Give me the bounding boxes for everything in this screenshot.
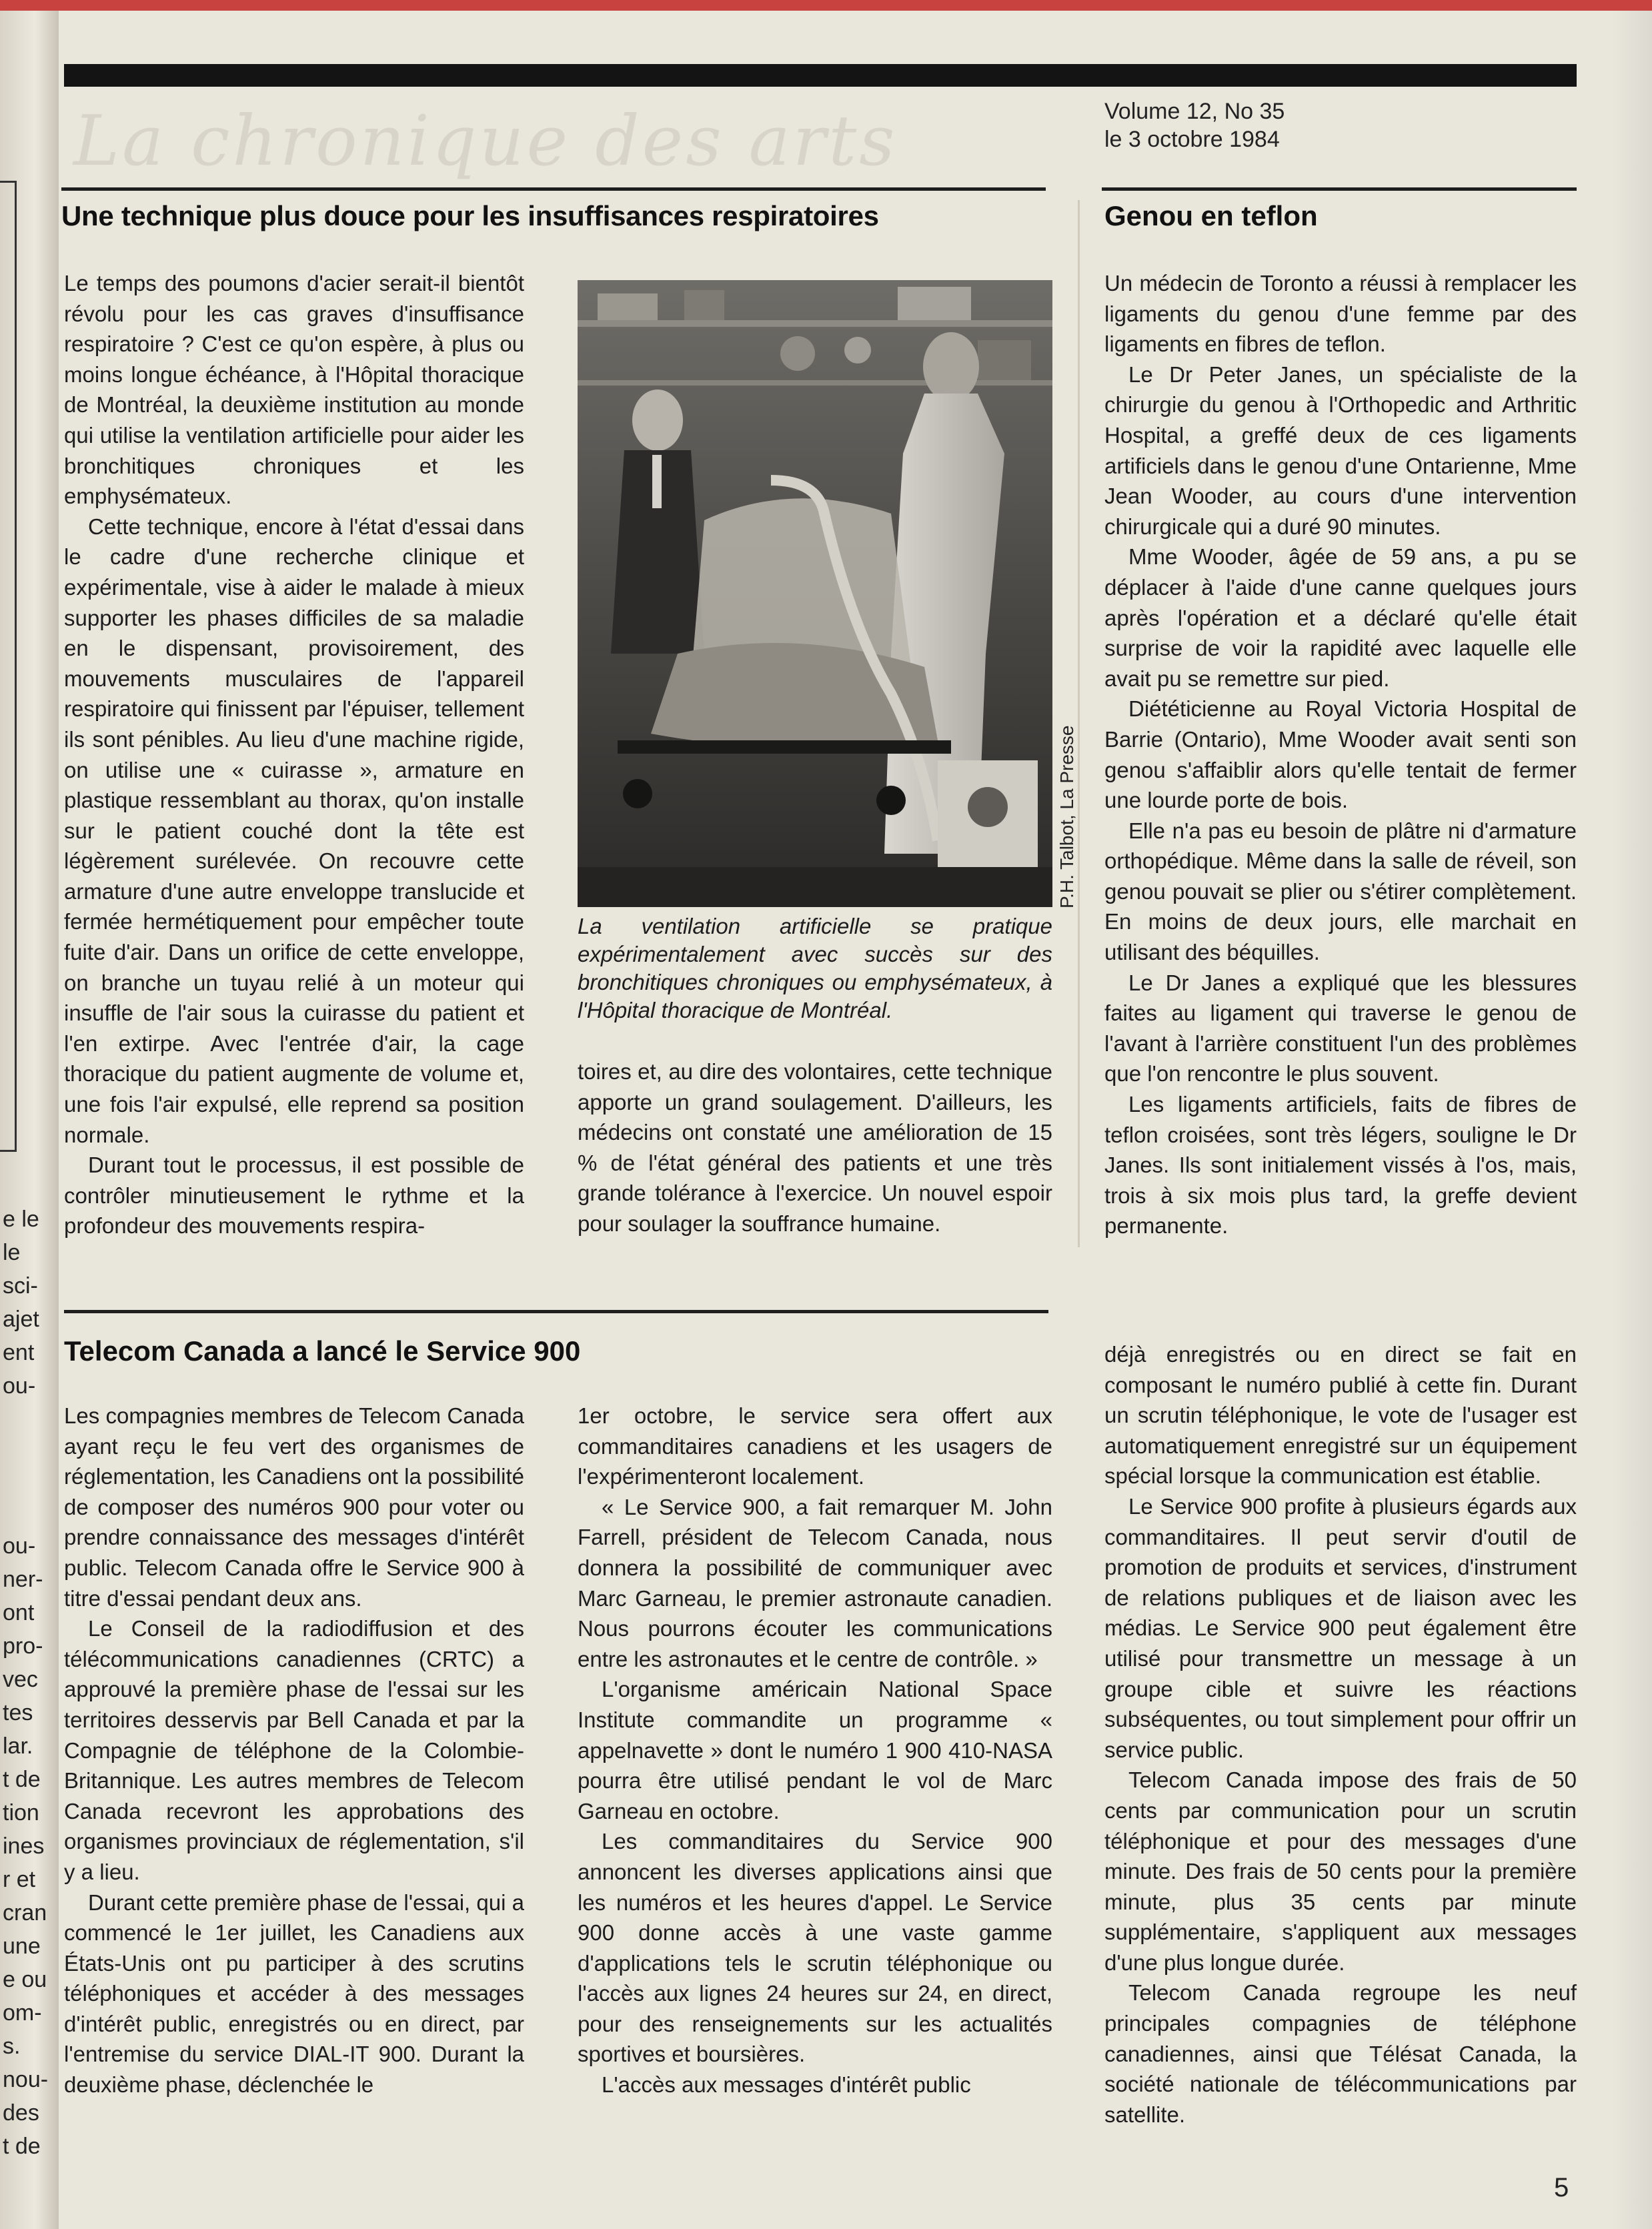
paragraph: Le Dr Janes a expliqué que les blessures faites au ligament qui traverse le genou de l'avant à l'arrière constituent l'un des problèmes que l'on rencontre le plus souvent. [1104, 970, 1577, 1086]
issue-info [1104, 97, 1285, 153]
paragraph: Les commanditaires du Service 900 annoncent les diverses applications ainsi que les numéros et les heures d'appel. Le Service 900 donne accès à une vaste gamme d'applications tels le scrutin téléphonique ou l'accès aux lignes 24 heures sur 24, en direct, pour des renseignements sur les actualités sportives et boursières. [578, 1829, 1052, 2067]
facing-page-fragment: cran [3, 1900, 47, 1926]
paragraph: 1er octobre, le service sera offert aux commanditaires canadiens et les usagers de l'expérimenteront localement. [578, 1403, 1052, 1489]
article2-rule [1102, 187, 1577, 191]
paragraph: L'organisme américain National Space Institute commandite un programme « appelnavette » dont le numéro 1 900 410-NASA pourra être utilisé pendant le vol de Marc Garneau en octobre. [578, 1677, 1052, 1823]
facing-page-fragment: ent [3, 1340, 35, 1365]
article3-column-2 [578, 1401, 1052, 2100]
facing-page-fragment: tes [3, 1700, 33, 1725]
photo-caption: La ventilation artificielle se pratique expérimentalement avec succès sur des bronchitiques chroniques ou emphysémateux, à l'Hôpital thoracique de Montréal. [578, 914, 1052, 1022]
article3-title: Telecom Canada a lancé le Service 900 [64, 1335, 581, 1367]
article2-body [1104, 268, 1577, 1241]
volume-number: Volume 12, No 35 [1104, 99, 1285, 124]
article3-rule [64, 1310, 1048, 1313]
paragraph: « Le Service 900, a fait remarquer M. John Farrell, président de Telecom Canada, nous donnera la possibilité de communiquer avec Marc Garneau, le premier astronaute canadien. Nous pourrons écouter les communications entre les astronautes et le centre de contrôle. » [578, 1494, 1052, 1671]
article1-column-2 [578, 1056, 1052, 1239]
article1-rule [61, 187, 1046, 191]
paragraph: Le Dr Peter Janes, un spécialiste de la chirurgie du genou à l'Orthopedic and Arthritic Hospital, a greffé deux de ces ligaments artificiels dans le genou d'une Ontarienne, Mme Jean Wooder, au cours d'une intervention chirurgicale qui a duré 90 minutes. [1104, 361, 1577, 539]
paragraph: Cette technique, encore à l'état d'essai dans le cadre d'une recherche clinique et expérimentale, vise à aider le malade à mieux supporter les phases difficiles de sa maladie en le dispensant, provisoirement, des mouvements musculaires de l'appareil respiratoire qui finissent par l'épuiser, tellement ils sont pénibles. Au lieu d'une machine rigide, on utilise une « cuirasse », armature en plastique ressemblant au thorax, qu'on installe sur le patient couché dont la tête est légèrement surélevée. On recouvre cette armature d'une autre enveloppe translucide et fermée hermétiquement pour empêcher toute fuite d'air. Dans un orifice de cette enveloppe, on branche un tuyau relié à un moteur qui insuffle de l'air sous la cuirasse du patient et l'en extirpe. Avec l'entrée d'air, la cage thoracique du patient augmente de volume et, une fois l'air expulsé, elle reprend sa position normale. [64, 514, 524, 1147]
article1-column-1 [64, 268, 524, 1241]
article3-column-3 [1104, 1339, 1577, 2130]
facing-page-fragment: une [3, 1934, 41, 1959]
facing-page-fragment: s. [3, 2034, 21, 2059]
facing-page-fragment: pro- [3, 1633, 43, 1659]
photo-illustration [578, 280, 1052, 907]
paragraph: Le temps des poumons d'acier serait-il bientôt révolu pour les cas graves d'insuffisance respiratoire ? C'est ce qu'on espère, à plus ou moins longue échéance, à l'Hôpital thoracique de Montréal, la deuxième institution au monde qui utilise la ventilation artificielle pour aider les bronchitiques chroniques et les emphysémateux. [64, 271, 524, 509]
facing-page-fragment: ont [3, 1600, 35, 1625]
paragraph: Le Service 900 profite à plusieurs égards aux commanditaires. Il peut servir d'outil de promotion de produits et services, d'instrument de relations publiques et de liaison avec les médias. Le Service 900 peut également être utilisé pour transmettre un message à un groupe cible et suivre les réactions subséquentes, ou tout simplement pour offrir un service public. [1104, 1493, 1577, 1762]
paragraph: Un médecin de Toronto a réussi à remplacer les ligaments du genou d'une femme par des ligaments en fibres de teflon. [1104, 271, 1577, 357]
facing-page-fragment: ajet [3, 1307, 39, 1332]
hospital-photo [578, 280, 1052, 907]
facing-page-fragment: t de [3, 1767, 41, 1792]
paragraph: Le Conseil de la radiodiffusion et des télécommunications canadiennes (CRTC) a approuvé la première phase de l'essai sur les territoires desservis par Bell Canada et par la Compagnie de téléphone de la Colombie-Britannique. Les autres membres de Telecom Canada recevront les approbations des organismes provinciaux de réglementation, s'il y a lieu. [64, 1616, 524, 1884]
page-number: 5 [1554, 2173, 1569, 2202]
masthead-bar [64, 64, 1577, 87]
paragraph: L'accès aux messages d'intérêt public [602, 2072, 971, 2098]
facing-page-strip [0, 11, 59, 2229]
paragraph: Les ligaments artificiels, faits de fibres de teflon croisées, sont très légers, souligne le Dr Janes. Ils sont initialement vissés à l'os, mais, trois à six mois plus tard, la greffe devient permanente. [1104, 1092, 1577, 1239]
paragraph: Telecom Canada impose des frais de 50 cents par communication pour un scrutin téléphonique et pour des messages d'une minute. Des frais de 50 cents pour la première minute, plus 35 cents par minute supplémentaire, s'appliquent aux messages d'une plus longue durée. [1104, 1767, 1577, 1975]
facing-page-fragment: e ou [3, 1967, 47, 1992]
facing-page-fragment: tion [3, 1800, 39, 1825]
facing-page-fragment: nou- [3, 2067, 49, 2092]
paragraph: Durant cette première phase de l'essai, qui a commencé le 1er juillet, les Canadiens aux États-Unis ont pu participer à des scrutins téléphoniques et accéder à des messages d'intérêt public, enregistrés ou en direct, par l'entremise du service DIAL-IT 900. Durant la deuxième phase, déclenchée le [64, 1890, 524, 2098]
paragraph: Mme Wooder, âgée de 59 ans, a pu se déplacer à l'aide d'une canne quelques jours après l'opération et a déclaré qu'elle était surprise de voir la rapidité avec laquelle elle avait pu se remettre sur pied. [1104, 544, 1577, 691]
paragraph: Telecom Canada regroupe les neuf principales compagnies de téléphone canadiennes, ainsi que Télésat Canada, la société nationale de télécommunications par satellite. [1104, 1980, 1577, 2127]
paragraph: Durant tout le processus, il est possible de contrôler minutieusement le rythme et la profondeur des mouvements respira- [64, 1153, 524, 1239]
article1-title: Une technique plus douce pour les insuffisances respiratoires [61, 200, 879, 231]
article3-column-1 [64, 1401, 524, 2100]
facing-page-fragment: ou- [3, 1373, 36, 1399]
facing-page-fragment: ines [3, 1833, 45, 1859]
paragraph: déjà enregistrés ou en direct se fait en composant le numéro publié à cette fin. Durant un scrutin téléphonique, le vote de l'usager est automatiquement enregistré sur un équipement spécial lorsque la communication est établie. [1104, 1342, 1577, 1489]
facing-page-fragment: ner- [3, 1567, 43, 1592]
photo-credit: P.H. Talbot, La Presse [1056, 725, 1077, 908]
facing-page-fragment: e le [3, 1207, 39, 1232]
facing-page-fragment: t de [3, 2134, 41, 2159]
paragraph: Diététicienne au Royal Victoria Hospital de Barrie (Ontario), Mme Wooder avait senti son genou s'affaiblir alors qu'elle tentait de fermer une lourde porte de bois. [1104, 696, 1577, 813]
issue-date: le 3 octobre 1984 [1104, 127, 1280, 152]
facing-page-fragment: r et [3, 1867, 36, 1892]
paragraph: Les compagnies membres de Telecom Canada ayant reçu le feu vert des organismes de réglementation, les Canadiens ont la possibilité de composer des numéros 900 pour voter ou prendre connaissance des messages d'intérêt public. Telecom Canada offre le Service 900 à titre d'essai pendant deux ans. [64, 1403, 524, 1611]
article2-title: Genou en teflon [1104, 200, 1318, 231]
facing-page-fragment: ou- [3, 1533, 36, 1559]
column-divider [1078, 200, 1080, 1247]
page-top-edge [0, 0, 1652, 11]
page-shadow [1612, 11, 1652, 2229]
paragraph: Elle n'a pas eu besoin de plâtre ni d'armature orthopédique. Même dans la salle de réveil, son genou pouvait se plier ou s'étirer complètement. En moins de deux jours, elle marchait en utilisant des béquilles. [1104, 818, 1577, 965]
facing-page-fragment: le [3, 1240, 21, 1265]
facing-page-box [0, 181, 17, 1152]
facing-page-fragment: vec [3, 1667, 38, 1692]
facing-page-fragment: sci- [3, 1273, 38, 1299]
paragraph: toires et, au dire des volontaires, cette technique apporte un grand soulagement. D'ailleurs, les médecins ont constaté une amélioration de 15 % de l'état général des patients et une très grande tolérance à l'exercice. Un nouvel espoir pour soulager la souffrance humaine. [578, 1059, 1052, 1236]
facing-page-fragment: om- [3, 2000, 42, 2026]
facing-page-fragment: lar. [3, 1733, 33, 1759]
facing-page-fragment: des [3, 2100, 39, 2126]
masthead-watermark: La chronique des arts [73, 100, 898, 181]
